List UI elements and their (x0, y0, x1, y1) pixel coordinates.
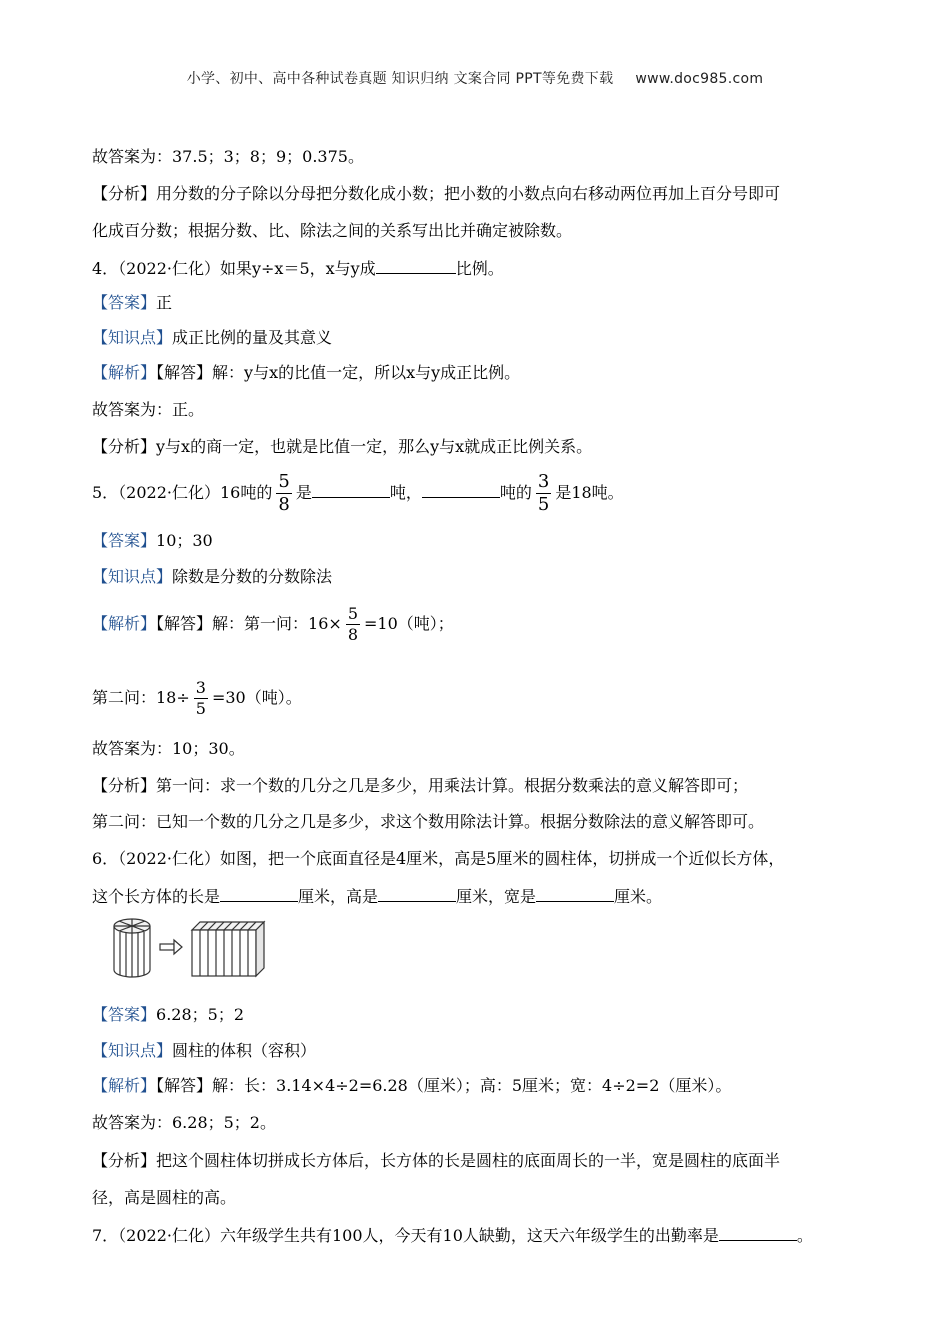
solve-tag: 【解答】 (156, 1076, 213, 1095)
q5-answer (92, 530, 213, 552)
q5-stem-c: 吨， (389, 483, 422, 502)
q5-second-b: =30（吨）。 (211, 688, 302, 707)
prev-final-answer: 故答案为：37.5；3；8；9；0.375。 (92, 147, 364, 166)
q4-stem (92, 256, 504, 280)
q6-blank-1[interactable] (220, 884, 298, 902)
q7-stem-b: 。 (796, 1226, 813, 1245)
q6-analysis-line2: 径，高是圆柱的高。 (92, 1188, 237, 1207)
q6-stem-line1: 6．（2022·仁化）如图，把一个底面直径是4厘米，高是5厘米的圆柱体，切拼成一个近似长方体， (92, 849, 785, 868)
cylinder-shape (114, 919, 150, 977)
q7-stem (92, 1223, 813, 1247)
explain-tag: 【解析】 (92, 1076, 157, 1095)
q4-blank[interactable] (376, 256, 456, 274)
q5-blank-2[interactable] (422, 480, 500, 498)
q5-second-frac-num: 3 (195, 678, 206, 697)
q6-stem-line2 (92, 884, 662, 908)
q6-final: 故答案为：6.28；5；2。 (92, 1113, 276, 1132)
q5-second-a: 第二问：18÷ (92, 688, 190, 707)
q7-stem-a: 7．（2022·仁化）六年级学生共有100人，今天有10人缺勤，这天六年级学生的出勤率是 (92, 1226, 719, 1245)
q4-stem-b: 比例。 (455, 259, 504, 278)
analysis-tag: 【分析】 (92, 1151, 157, 1170)
q5-frac2-num: 3 (537, 471, 550, 492)
q4-answer (92, 292, 172, 314)
q6-analysis-line1 (92, 1150, 780, 1172)
q5-explain (92, 600, 454, 648)
q6-stem-2b: 厘米，高是 (298, 887, 379, 906)
q6-answer (92, 1004, 244, 1026)
answer-tag: 【答案】 (92, 531, 157, 550)
q6-knowledge-text: 圆柱的体积（容积） (172, 1041, 317, 1060)
q5-explain-fraction (346, 606, 360, 643)
q4-explain-text: 解：y与x的比值一定，所以x与y成正比例。 (212, 363, 521, 382)
q6-stem-2a: 这个长方体的长是 (92, 887, 221, 906)
analysis-tag: 【分析】 (92, 776, 157, 795)
q5-fraction-1 (276, 473, 291, 514)
q5-blank-1[interactable] (312, 480, 390, 498)
q6-blank-3[interactable] (536, 884, 614, 902)
answer-tag: 【答案】 (92, 293, 157, 312)
q4-answer-text: 正 (156, 293, 173, 312)
q6-knowledge (92, 1040, 316, 1062)
q5-analysis-text1: 第一问：求一个数的几分之几是多少，用乘法计算。根据分数乘法的意义解答即可； (156, 776, 749, 795)
q5-second-frac-den: 5 (195, 699, 206, 718)
q6-analysis-text1: 把这个圆柱体切拼成长方体后，长方体的长是圆柱的底面周长的一半，宽是圆柱的底面半 (156, 1151, 781, 1170)
q4-knowledge (92, 327, 332, 349)
q6-stem-2c: 厘米，宽是 (456, 887, 537, 906)
q5-stem-b: 是 (295, 483, 312, 502)
cuboid-shape (192, 922, 264, 976)
q4-stem-a: 4．（2022·仁化）如果y÷x＝5，x与y成 (92, 259, 376, 278)
q4-final: 故答案为：正。 (92, 400, 205, 419)
arrow-icon (160, 940, 182, 954)
q6-explain-text: 解：长：3.14×4÷2=6.28（厘米）；高：5厘米；宽：4÷2=2（厘米）。 (212, 1076, 732, 1095)
header-text: 小学、初中、高中各种试卷真题 知识归纳 文案合同 PPT等免费下载 (186, 71, 614, 87)
q5-frac1-num: 5 (278, 471, 290, 492)
q6-blank-2[interactable] (378, 884, 456, 902)
q5-explain-frac-den: 8 (347, 625, 358, 644)
solve-tag: 【解答】 (156, 363, 213, 382)
q5-final: 故答案为：10；30。 (92, 739, 245, 758)
q7-blank[interactable] (719, 1223, 797, 1241)
solve-tag: 【解答】 (156, 614, 213, 633)
explain-tag: 【解析】 (92, 363, 157, 382)
q6-stem-2d: 厘米。 (614, 887, 663, 906)
analysis-tag: 【分析】 (92, 184, 157, 203)
q4-knowledge-text: 成正比例的量及其意义 (172, 328, 333, 347)
q5-answer-text: 10；30 (156, 531, 213, 550)
knowledge-tag: 【知识点】 (92, 567, 173, 586)
q5-stem-a: 5．（2022·仁化）16吨的 (92, 483, 273, 502)
analysis-tag: 【分析】 (92, 437, 157, 456)
q5-knowledge (92, 566, 332, 588)
q5-stem-d: 吨的 (499, 483, 532, 502)
prev-analysis-line2: 化成百分数；根据分数、比、除法之间的关系写出比并确定被除数。 (92, 221, 573, 240)
q5-frac2-den: 5 (537, 494, 550, 515)
q5-stem-e: 是18吨。 (555, 483, 624, 502)
q5-fraction-2 (536, 473, 551, 514)
q5-second-fraction (194, 680, 208, 717)
q5-knowledge-text: 除数是分数的分数除法 (172, 567, 333, 586)
answer-tag: 【答案】 (92, 1005, 157, 1024)
q5-explain-a: 解：第一问：16× (212, 614, 342, 633)
explain-tag: 【解析】 (92, 614, 157, 633)
q5-frac1-den: 8 (278, 494, 290, 515)
cylinder-to-cuboid-figure (110, 916, 270, 980)
header-url[interactable]: www.doc985.com (635, 71, 764, 87)
q6-explain (92, 1075, 731, 1097)
knowledge-tag: 【知识点】 (92, 1041, 173, 1060)
q4-analysis-text: y与x的商一定，也就是比值一定，那么y与x就成正比例关系。 (156, 437, 593, 456)
q5-stem (92, 470, 624, 516)
q5-analysis-line1 (92, 775, 748, 797)
knowledge-tag: 【知识点】 (92, 328, 173, 347)
q5-analysis-line2: 第二问：已知一个数的几分之几是多少，求这个数用除法计算。根据分数除法的意义解答即可。 (92, 812, 765, 831)
q6-answer-text: 6.28；5；2 (156, 1005, 245, 1024)
q4-explain (92, 362, 520, 384)
prev-analysis-line1 (92, 183, 780, 205)
q5-explain-b: =10（吨）； (364, 614, 454, 633)
q5-explain-frac-num: 5 (347, 604, 358, 623)
q4-analysis (92, 436, 592, 458)
page-header (0, 68, 950, 88)
q5-second (92, 674, 302, 722)
prev-analysis-text1: 用分数的分子除以分母把分数化成小数；把小数的小数点向右移动两位再加上百分号即可 (156, 184, 781, 203)
